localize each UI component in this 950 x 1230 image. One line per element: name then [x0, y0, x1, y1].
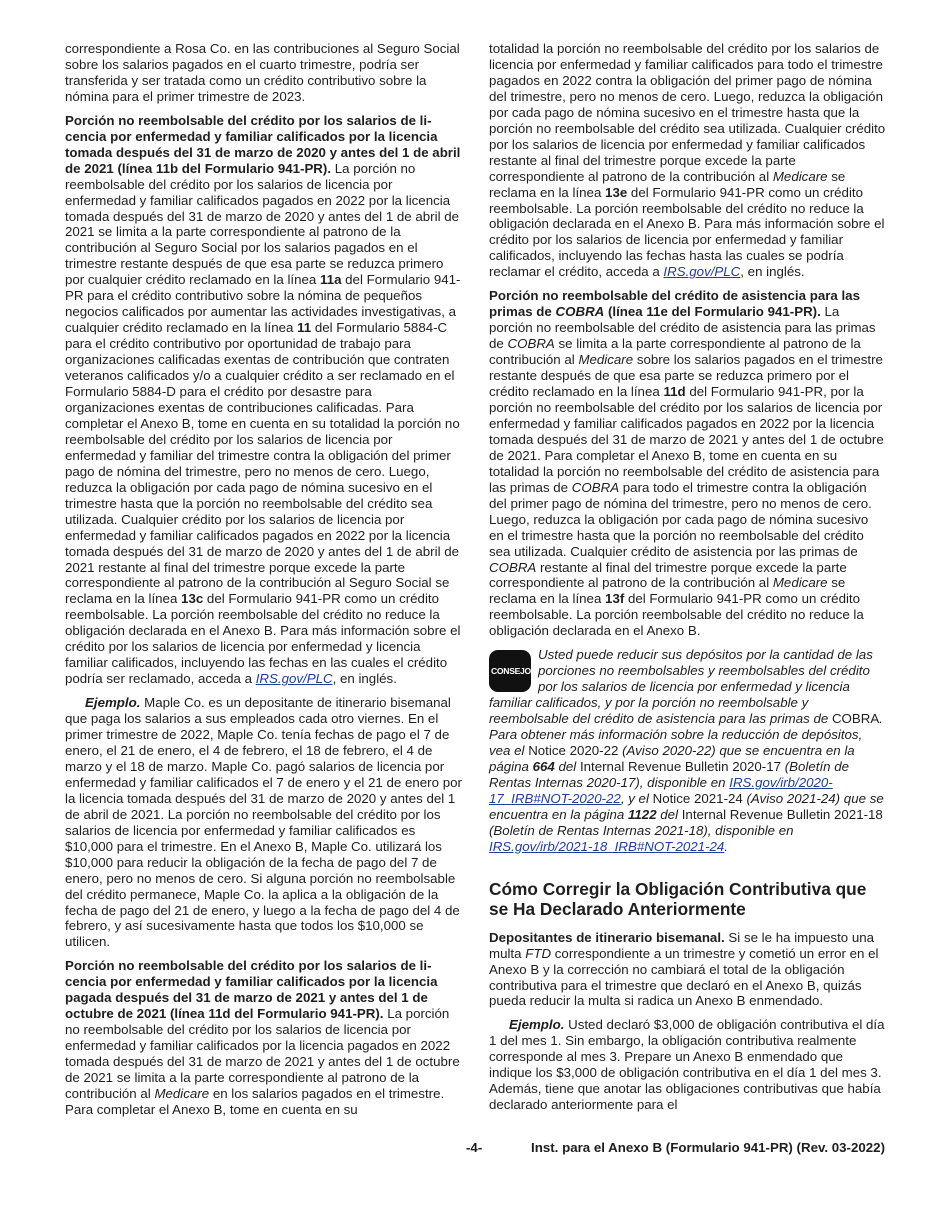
- text-run: restante al final del trimestre porque excede la parte correspondiente al patrono de la contribución al: [489, 559, 847, 591]
- bold-term: 13f: [605, 591, 625, 607]
- paragraph-bisemanal: [489, 930, 886, 1010]
- italic-term: COBRA: [571, 479, 620, 495]
- tip-box: [489, 647, 886, 854]
- italic-term: Medicare: [154, 1086, 210, 1101]
- text-run: se reclama en la línea: [489, 168, 846, 200]
- bold-term: Porción no reembolsable del crédito por los salarios de li-cencia por enfermedad y familiar calificados por la licencia pagada después del 31 de marzo de 2021 y antes del 1 de octubre de 2021 (línea 11d del Formulario 941-PR).: [65, 958, 438, 1022]
- text-run: , y el: [620, 790, 653, 806]
- consejo-badge-label: CONSEJO: [491, 666, 531, 677]
- text-run: sobre los salarios pagados en el trimestre restante después de que esa parte se reduzca primero por el crédito reclamado en la línea: [489, 352, 883, 400]
- text-run: correspondiente a Rosa Co. en las contribuciones al Seguro Social sobre los salarios pagados en el cuarto trimestre, podría ser transferida y ser tratada como un crédito contributivo sobre la nómina para el primer trimestre de 2023.: [65, 41, 460, 104]
- paragraph-line-11d: [65, 958, 462, 1118]
- italic-term: Medicare: [772, 168, 828, 184]
- text-run: La porción no reembolsable del crédito por los salarios de licencia por enfermedad y familiar calificados por la licencia pagados en 2022 tomada después del 31 de marzo de 2021 y antes del 1 de octubre de 2021 se limita a la parte correspondiente al patrono de la contribución al: [65, 1006, 460, 1101]
- text-run: del Formulario 941-PR como un crédito reembolsable. La porción reembolsable del crédito no reduce la obligación declarada en el Anexo B. Para más información sobre el crédito por los salarios de licencia por enfermedad y familiar calificados, incluyendo las fechas hasta las cuales se podría reclamar el crédito, acceda a: [489, 184, 885, 280]
- irs-link[interactable]: IRS.gov/irb/2020-17_IRB#NOT-2020-22: [489, 774, 833, 806]
- irs-link[interactable]: IRS.gov/PLC: [255, 671, 333, 687]
- text-run: del Formulario 941-PR como un crédito reembolsable. La porción reembolsable del crédito no reduce la obligación declarada en el Anexo B. Para más información sobre el crédito por los salarios de licencia por enfermedad y licencia familiar calificados, incluyendo las fechas en las cuales el crédito podría ser reclamado, acceda a: [65, 591, 461, 687]
- bold-term: Porción no reembolsable del crédito de asistencia para las primas de: [489, 288, 860, 320]
- text-run: La porción no reembolsable del crédito por los salarios de licencia por enfermedad y familiar calificados pagados en 2022 por la licencia tomada después del 31 de marzo de 2020 y antes del 1 de abril de 2021 se limita a la parte correspondiente al patrono de la contribución al Seguro Social por los salarios pagados en el trimestre restante después de que esa parte se reduzca primero por cualquier crédito reclamado en la línea: [65, 160, 460, 288]
- text-run: correspondiente a un trimestre y cometió un error en el Anexo B y la corrección no cambiará el total de la obligación contributiva para el trimestre que declaró en el Anexo B, quizás pueda reducir la multa si radica un Anexo B enmendado.: [489, 945, 879, 1009]
- text-run: .: [724, 838, 728, 854]
- bold-term: Depositantes de itinerario bisemanal.: [489, 929, 725, 945]
- text-run: del Formulario 5884-C para el crédito contributivo por oportunidad de trabajo para organizaciones calificadas exentas de contribución que contraten veteranos calificados y/o a cualquier crédito a ser reclamado en el Formulario 5884-D para el crédito por desastre para organizaciones exentas de contribuciones calificadas. Para completar el Anexo B, tome en cuenta en su totalidad la porción no reembolsable del crédito por los salarios de licencia por enfermedad y familiar del trimestre contra la obligación del primer pago de nómina del trimestre, pero no menos de cero. Luego, reduzca la obligación por cada pago de nómina sucesivo en el trimestre hasta que la porción no reembolsable del crédito sea utilizada. Cualquier crédito por los salarios de licencia por enfermedad y familiar calificados pagados en 2022 por la licencia tomada después del 31 de marzo de 2020 y antes del 1 de abril de 2021 restante al final del trimestre porque excede la parte correspondiente al patrono de la contribución al Seguro Social se reclama en la línea: [65, 320, 460, 607]
- bold-italic-term: Ejemplo.: [509, 1017, 565, 1033]
- paragraph-line-11d-continued: [489, 41, 886, 280]
- bold-italic-term: 664: [532, 758, 555, 774]
- irs-link[interactable]: IRS.gov/irb/2021-18_IRB#NOT-2021-24: [489, 838, 725, 854]
- bold-term: 11d: [663, 384, 686, 400]
- paragraph-example-3000: [489, 1017, 886, 1113]
- text-run: La porción no reembolsable del crédito de asistencia para las primas de: [489, 304, 876, 352]
- upright-term: Internal Revenue Bulletin 2020-17: [579, 758, 782, 774]
- bold-term: 13c: [181, 591, 204, 607]
- text-run: . Para obtener más información sobre la reducción de depósitos, vea el: [489, 711, 883, 758]
- bold-italic-term: 1122: [628, 806, 657, 822]
- bold-term: 11a: [320, 272, 342, 288]
- upright-term: Notice 2021-24: [652, 790, 743, 806]
- text-run: Si se le ha impuesto una multa: [489, 929, 875, 961]
- italic-term: COBRA: [507, 336, 555, 352]
- left-column: [65, 41, 462, 1126]
- text-run: del Formulario 941-PR, por la porción no reembolsable del crédito por los salarios de licencia por enfermedad y familiar calificados pagados en 2022 por la licencia tomada después del 31 de marzo de 2021 y antes del 1 de octubre de 2021. Para completar el Anexo B, tome en cuenta en su totalidad la porción no reembolsable del crédito de asistencia para las primas de: [489, 384, 884, 495]
- text-run: (Aviso 2021-24) que se encuentra en la página: [489, 790, 884, 822]
- text-run: totalidad la porción no reembolsable del crédito por los salarios de licencia por enfermedad y familiar calificados para todo el trimestre pagados en 2022 contra la obligación del primer pago de nómina del trimestre, pero no menos de cero. Luego, reduzca la obligación por cada pago de nómina sucesivo en el trimestre hasta que la porción no reembolsable del crédito sea utilizada. Cualquier crédito por los salarios de licencia por enfermedad y familiar calificados restante al final del trimestre porque excede la parte correspondiente al patrono de la contribución al: [489, 41, 886, 184]
- text-run: Usted puede reducir sus depósitos por la cantidad de las porciones no reembolsables y reembolsables del crédito por los salarios de licencia por enfermedad y licencia familiar calificados, y por la porción no reembolsable y reembolsable del crédito de asistencia para las primas de: [489, 647, 873, 727]
- consejo-badge-icon: [489, 650, 531, 692]
- bold-term: 11: [297, 320, 312, 336]
- right-column: [489, 41, 886, 1121]
- bold-term: Porción no reembolsable del crédito por los salarios de li-cencia por enfermedad y familiar calificados por la licencia tomada después del 31 de marzo de 2020 y antes del 1 de abril de 2021 (línea 11b del Formulario 941-PR).: [65, 112, 461, 176]
- italic-term: Medicare: [772, 575, 828, 591]
- text-run: , en inglés.: [740, 264, 805, 280]
- text-run: del: [656, 806, 682, 822]
- page-footer: [65, 1140, 885, 1160]
- bold-term: (línea 11e del Formulario 941-PR).: [604, 304, 821, 320]
- irs-link[interactable]: IRS.gov/PLC: [663, 264, 741, 280]
- paragraph-line-11b: [65, 113, 462, 687]
- italic-term: FTD: [525, 945, 552, 961]
- bold-italic-term: COBRA: [555, 304, 605, 320]
- text-run: en los salarios pagados en el trimestre. Para completar el Anexo B, tome en cuenta en su: [65, 1086, 445, 1117]
- text-run: del Formulario 941-PR para el crédito contributivo sobre la nómina de pequeños negocios calificados por aumentar las actividades investigativas, a cualquier crédito reclamado en la línea: [65, 272, 461, 336]
- footer-doc-title: Inst. para el Anexo B (Formulario 941-PR) (Rev. 03-2022): [531, 1140, 885, 1155]
- text-run: se limita a la parte correspondiente al patrono de la contribución al: [489, 336, 861, 368]
- italic-term: Medicare: [578, 352, 634, 368]
- section-heading: Cómo Corregir la Obligación Contributiva que se Ha Declarado Anteriormente: [489, 878, 867, 920]
- bold-italic-term: Ejemplo.: [85, 695, 141, 711]
- text-run: , en inglés.: [332, 671, 397, 687]
- upright-term: COBRA: [831, 711, 880, 727]
- text-run: Maple Co. es un depositante de itinerario bisemanal que paga los salarios a sus empleados cada otro viernes. En el primer trimestre de 2022, Maple Co. tenía fechas de pago el 7 de enero, el 21 de enero, el 4 de febrero, el 18 de febrero, el 4 de marzo y el 18 de marzo. Maple Co. pagó salarios de licencia por enfermedad y familiar calificados el 7 de enero y el 21 de enero por la licencia tomada después del 31 de marzo de 2020 y antes del 1 de abril de 2021. La porción no reembolsable del crédito por los salarios de licencia por enfermedad y familiar calificados es $10,000 para el trimestre. En el Anexo B, Maple Co. utilizará los $10,000 para reducir la obligación de la fecha de pago del 7 de enero, pero no menos de cero. Si alguna porción no reembolsable del crédito permanece, Maple Co. la aplica a la obligación de la fecha de pago del 21 de enero, y luego a la fecha de pago del 4 de febrero, y así sucesivamente hasta que todos los $10,000 se utilicen.: [65, 695, 462, 950]
- paragraph-example-maple: [65, 695, 462, 950]
- tip-text: [489, 647, 884, 853]
- paragraph-rosa-continuation: [65, 41, 462, 105]
- upright-term: Internal Revenue Bulletin 2021-18: [681, 806, 883, 822]
- text-run: Usted declaró $3,000 de obligación contributiva el día 1 del mes 1. Sin embargo, la obligación contributiva realmente corresponde al mes 3. Prepare un Anexo B enmendado que indique los $3,000 de obligación contributiva en el día 1 del mes 3. Además, tiene que anotar las obligaciones contributivas que había declarado anteriormente para el: [489, 1017, 885, 1113]
- text-run: del Formulario 941-PR como un crédito reembolsable. La porción reembolsable del crédito no reduce la obligación declarada en el Anexo B.: [489, 591, 864, 639]
- text-run: (Boletín de Rentas Internas 2021-18), disponible en: [489, 822, 794, 838]
- italic-term: COBRA: [489, 559, 537, 575]
- text-run: (Aviso 2020-22) que se encuentra en la página: [489, 742, 855, 774]
- paragraph-line-11e: [489, 288, 886, 639]
- bold-term: 13e: [605, 184, 628, 200]
- text-run: (Boletín de Rentas Internas 2020-17), disponible en: [489, 758, 850, 790]
- text-run: del: [554, 758, 580, 774]
- text-run: para todo el trimestre contra la obligación del primer pago de nómina del trimestre, pero no menos de cero. Luego, reduzca la obligación por cada pago de nómina sucesivo en el trimestre hasta que la porción no reembolsable del crédito sea utilizada. Cualquier crédito de asistencia por las primas de: [489, 479, 872, 559]
- upright-term: Notice 2020-22: [528, 742, 619, 758]
- text-run: se reclama en la línea: [489, 575, 846, 607]
- page-number: -4-: [466, 1140, 483, 1155]
